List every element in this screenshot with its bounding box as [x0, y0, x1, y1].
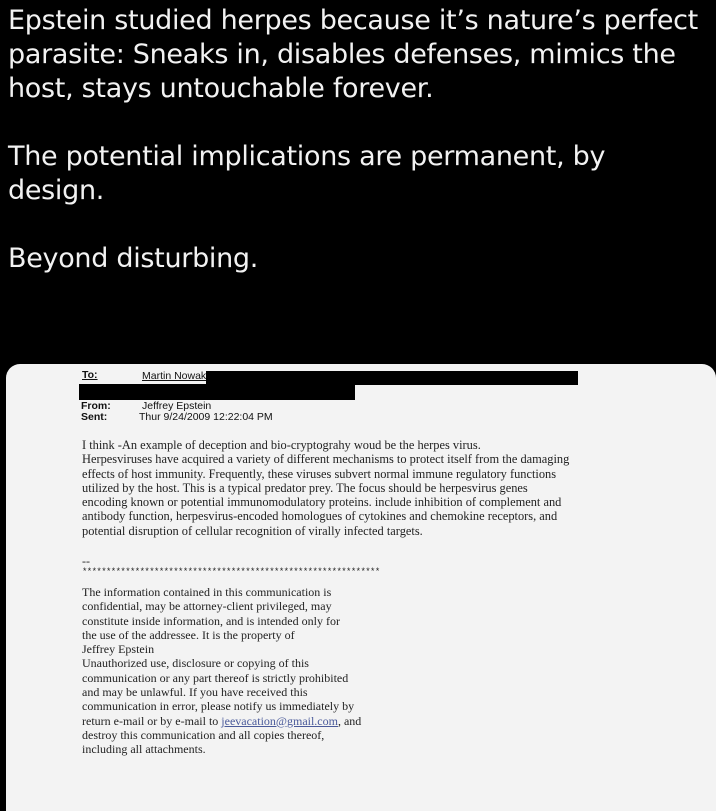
return-prefix: return e-mail or by e-mail to — [82, 713, 222, 728]
sent-label: Sent: — [81, 411, 108, 423]
body-line: utilized by the host. This is a typical predator prey. The focus should be herpesvirus genes — [82, 480, 528, 495]
disclaimer-line: destroy this communication and all copies thereof, — [82, 727, 325, 742]
return-suffix: , and — [337, 713, 362, 728]
body-line: Herpesviruses have acquired a variety of different mechanisms to protect itself from the damaging — [82, 452, 570, 467]
redaction-bar — [206, 371, 578, 385]
email-body — [82, 438, 682, 538]
redaction-bar — [79, 384, 355, 400]
from-label: From: — [81, 400, 111, 412]
disclaimer-return-line — [82, 714, 422, 728]
disclaimer-line: communication in error, please notify us immediately by — [82, 699, 355, 714]
post-paragraph: Beyond disturbing. — [8, 243, 259, 274]
post-text — [8, 4, 708, 276]
body-line: encoding known or potential immunomodulatory proteins. include inhibition of complement and — [82, 495, 562, 510]
disclaimer-line: communication or any part thereof is strictly prohibited — [82, 670, 349, 685]
from-value: Jeffrey Epstein — [142, 400, 212, 412]
body-line: effects of host immunity. Frequently, these viruses subvert normal immune regulatory functions — [82, 466, 557, 481]
disclaimer-line: Unauthorized use, disclosure or copying of this — [82, 656, 309, 671]
email-disclaimer — [82, 585, 422, 757]
separator-stars: ************************************************************** — [82, 567, 380, 577]
email-screenshot-image[interactable] — [6, 364, 716, 811]
disclaimer-line: the use of the addressee. It is the property of — [82, 627, 295, 642]
to-value: Martin Nowak — [142, 370, 207, 382]
sent-value: Thur 9/24/2009 12:22:04 PM — [139, 411, 273, 423]
post-paragraph: The potential implications are permanent, by design. — [8, 141, 606, 206]
disclaimer-line: and may be unlawful. If you have received this — [82, 685, 308, 700]
to-label: To: — [82, 369, 98, 381]
disclaimer-line: including all attachments. — [82, 742, 206, 757]
body-line: antibody function, herpesvirus-encoded homologues of cytokines and chemokine receptors, and — [82, 509, 558, 524]
disclaimer-line: confidential, may be attorney-client privileged, may — [82, 599, 332, 614]
disclaimer-line: Jeffrey Epstein — [82, 642, 155, 657]
body-line: I think -An example of deception and bio-cryptograhy woud be the herpes virus. — [82, 438, 481, 452]
disclaimer-line: The information contained in this communication is — [82, 585, 332, 599]
email-link[interactable]: jeevacation@gmail.com — [221, 713, 338, 728]
signature-dash: -- — [82, 554, 90, 568]
post-paragraph: Epstein studied herpes because it’s nature’s perfect parasite: Sneaks in, disables defenses, mimics the host, stays untouchable forever. — [8, 5, 698, 104]
disclaimer-line: constitute inside information, and is intended only for — [82, 613, 340, 628]
body-line: potential disruption of cellular recognition of virally infected targets. — [82, 523, 423, 538]
